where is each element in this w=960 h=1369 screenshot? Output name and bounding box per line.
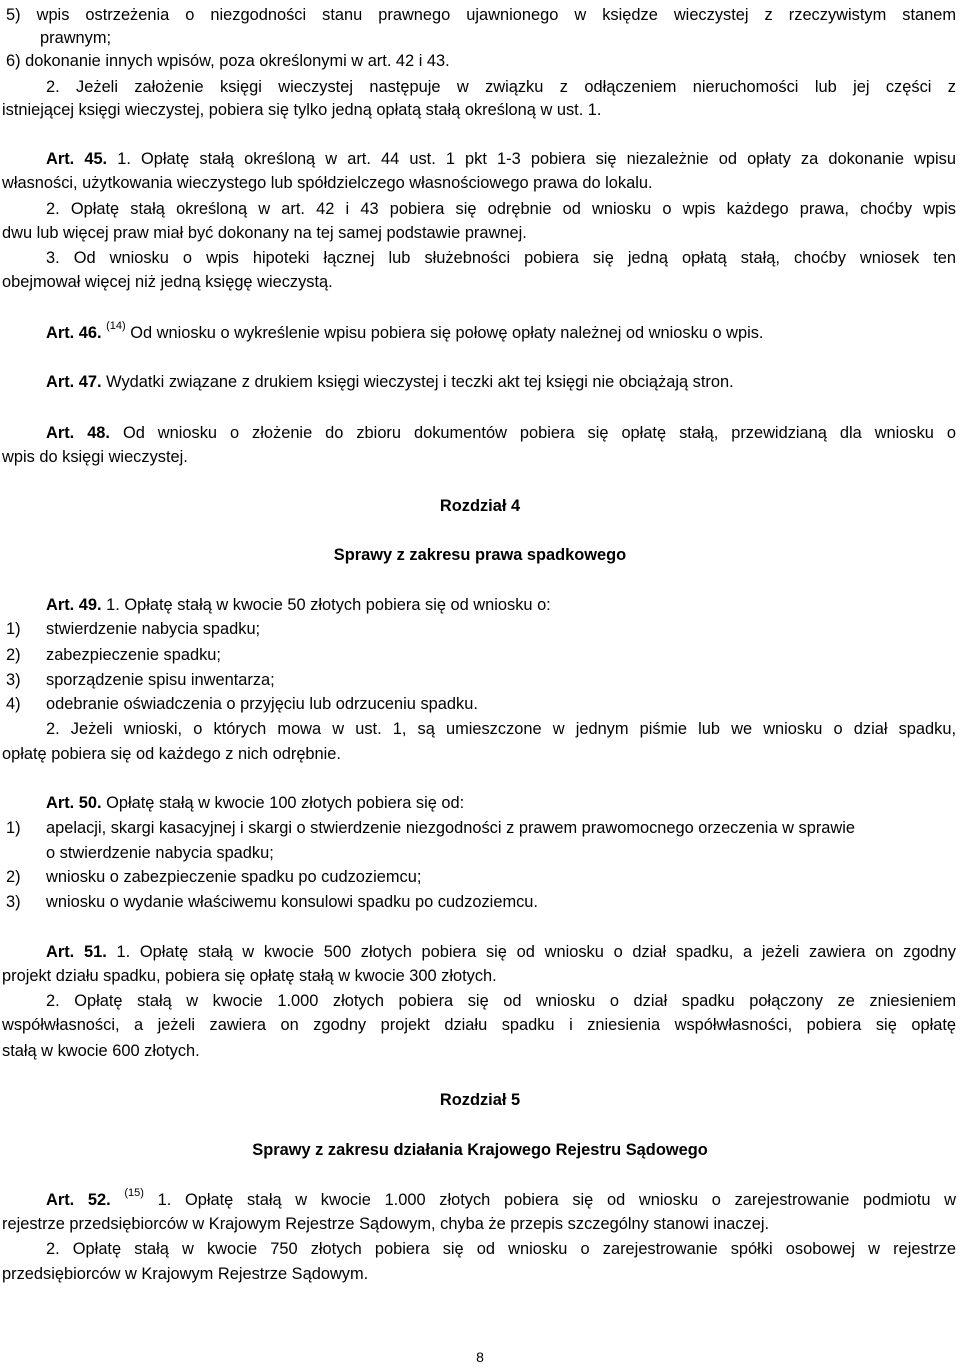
art-47-label: Art. 47. (46, 373, 102, 391)
chapter-4-subtitle: Sprawy z zakresu prawa spadkowego (333, 546, 627, 564)
art-52-line1 (46, 1189, 956, 1214)
art-51-line1 (46, 941, 956, 964)
list-item-6: 6) dokonanie innych wpisów, poza określonymi w art. 42 i 43. (6, 52, 450, 70)
art-45-p3-line2: obejmował więcej niż jedną księgę wieczystą. (2, 273, 333, 291)
art-52-p2-line2: przedsiębiorców w Krajowym Rejestrze Sądowym. (2, 1265, 369, 1283)
art-49-text: 1. Opłatę stałą w kwocie 50 złotych pobiera się od wniosku o: (101, 596, 551, 614)
art-51-text: 1. Opłatę stałą w kwocie 500 złotych pobiera się od wniosku o dział spadku, a jeżeli zawiera on zgodny (106, 943, 956, 961)
art-45-label: Art. 45. (46, 150, 108, 168)
chapter-5-title: Rozdział 5 (439, 1091, 521, 1109)
art-52-label: Art. 52. (46, 1191, 111, 1209)
list-item: 4) odebranie oświadczenia o przyjęciu lub odrzuceniu spadku. (6, 695, 478, 713)
art-45-p2-line1: 2. Opłatę stałą określoną w art. 42 i 43 pobiera się odrębnie od wniosku o wpis każdego prawa, choćby wpis (46, 200, 956, 218)
art-51-p2-line1: 2. Opłatę stałą w kwocie 1.000 złotych pobiera się od wniosku o dział spadku połączony ze zniesieniem (46, 992, 956, 1010)
page-number: 8 (476, 1349, 484, 1365)
art-52-text: 1. Opłatę stałą w kwocie 1.000 złotych pobiera się od wniosku o zarejestrowanie podmiotu w (143, 1191, 956, 1209)
art-45-p2-line2: dwu lub więcej praw miał być dokonany na tej samej podstawie prawnej. (2, 224, 527, 242)
art-49-intro (46, 594, 551, 617)
art-49-p2-line1: 2. Jeżeli wnioski, o których mowa w ust. 1, są umieszczone w jednym piśmie lub we wniosku o dział spadku, (46, 720, 956, 738)
art-51-p2-line3: stałą w kwocie 600 złotych. (2, 1042, 200, 1060)
art-46-text: Od wniosku o wykreślenie wpisu pobiera się połowę opłaty należnej od wniosku o wpis. (125, 324, 764, 342)
list-item-5-line2: prawnym; (40, 29, 112, 47)
art-48-line2: wpis do księgi wieczystej. (2, 448, 188, 466)
list-item: 2) zabezpieczenie spadku; (6, 646, 221, 664)
list-item: 1) apelacji, skargi kasacyjnej i skargi o stwierdzenie niezgodności z prawem prawomocnego orzeczenia w sprawie (6, 819, 855, 837)
list-item-5-line1: 5) wpis ostrzeżenia o niezgodności stanu prawnego ujawnionego w księdze wieczystej z rzeczywistym stanem (6, 6, 956, 24)
art-45-line2: własności, użytkowania wieczystego lub spółdzielczego własnościowego prawa do lokalu. (2, 174, 653, 192)
list-item-continuation: o stwierdzenie nabycia spadku; (46, 844, 274, 862)
art-47-text: Wydatki związane z drukiem księgi wieczystej i teczki akt tej księgi nie obciążają stron. (101, 373, 734, 391)
art-45-text: 1. Opłatę stałą określoną w art. 44 ust. 1 pkt 1-3 pobiera się niezależnie od opłaty za dokonanie wpisu (107, 150, 956, 168)
art-45-p3-line1: 3. Od wniosku o wpis hipoteki łącznej lub służebności pobiera się jedną opłatą stałą, choćby wniosek ten (46, 249, 956, 267)
list-item: 3) wniosku o wydanie właściwemu konsulowi spadku po cudzoziemcu. (6, 893, 538, 911)
art-51-p2-line2: współwłasności, a jeżeli zawiera on zgodny projekt działu spadku i zniesienia współwłasności, pobiera się opłatę (2, 1016, 956, 1034)
art-46 (46, 322, 763, 347)
art-46-footnote: (14) (106, 320, 126, 332)
art-51-line2: projekt działu spadku, pobiera się opłatę stałą w kwocie 300 złotych. (2, 967, 497, 985)
art-52-footnote: (15) (124, 1187, 144, 1199)
list-item: 2) wniosku o zabezpieczenie spadku po cudzoziemcu; (6, 868, 422, 886)
art-49-p2-line2: opłatę pobiera się od każdego z nich odrębnie. (2, 745, 341, 763)
art-50-text: Opłatę stałą w kwocie 100 złotych pobiera się od: (101, 794, 465, 812)
art-48-text: Od wniosku o złożenie do zbioru dokumentów pobiera się opłatę stałą, przewidzianą dla wniosku o (109, 424, 956, 442)
art-50-intro (46, 792, 464, 815)
chapter-5-subtitle: Sprawy z zakresu działania Krajowego Rejestru Sądowego (252, 1141, 708, 1159)
paragraph-2-line2: istniejącej księgi wieczystej, pobiera się tylko jedną opłatą stałą określoną w ust. 1. (2, 101, 602, 119)
art-45-line1 (46, 148, 956, 171)
art-50-label: Art. 50. (46, 794, 102, 812)
list-item: 1) stwierdzenie nabycia spadku; (6, 620, 261, 638)
art-46-label: Art. 46. (46, 324, 102, 342)
list-item: 3) sporządzenie spisu inwentarza; (6, 671, 275, 689)
chapter-4-title: Rozdział 4 (439, 497, 521, 515)
art-51-label: Art. 51. (46, 943, 107, 961)
paragraph-2-line1: 2. Jeżeli założenie księgi wieczystej następuje w związku z odłączeniem nieruchomości lub jej części z (46, 78, 956, 96)
art-47 (46, 371, 734, 394)
art-49-label: Art. 49. (46, 596, 102, 614)
art-52-line2: rejestrze przedsiębiorców w Krajowym Rejestrze Sądowym, chyba że przepis szczególny stanowi inaczej. (2, 1215, 770, 1233)
art-52-p2-line1: 2. Opłatę stałą w kwocie 750 złotych pobiera się od wniosku o zarejestrowanie spółki osobowej w rejestrze (46, 1240, 956, 1258)
art-48-label: Art. 48. (46, 424, 110, 442)
art-48-line1 (46, 422, 956, 445)
